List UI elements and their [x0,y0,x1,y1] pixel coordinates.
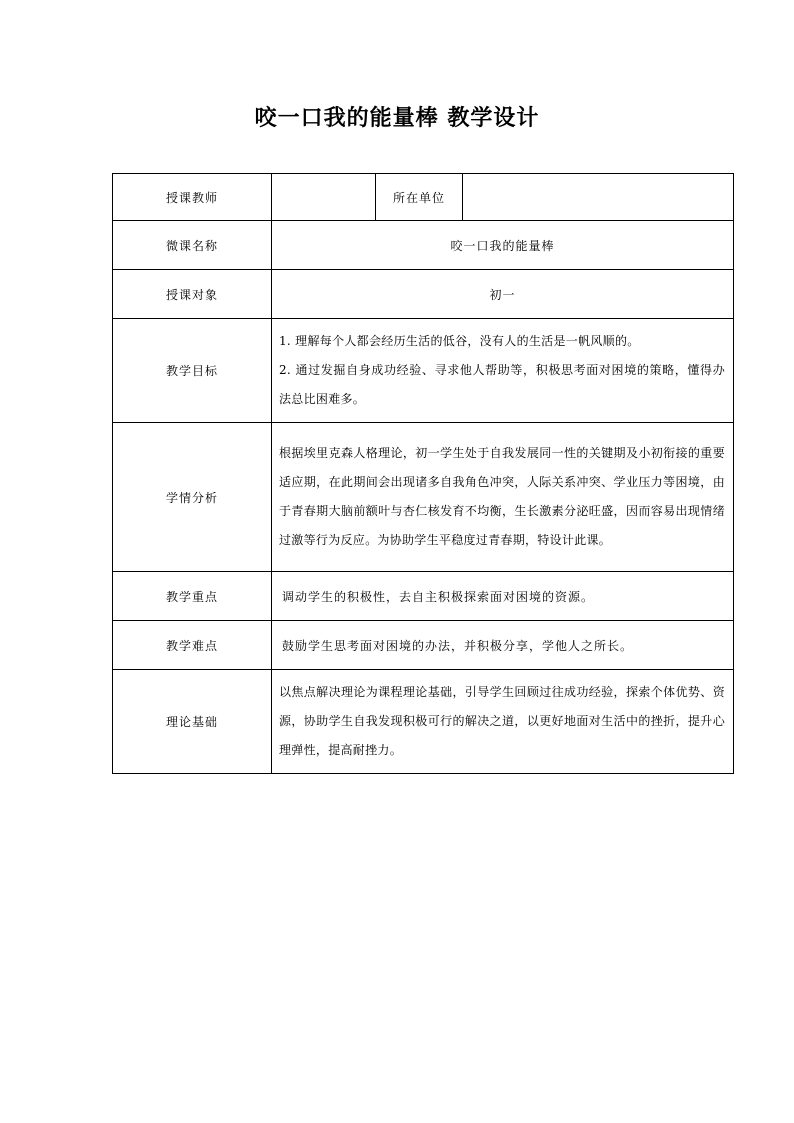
row-teacher [113,174,734,221]
key-points-value: 调动学生的积极性，去自主积极探索面对困境的资源。 [272,572,734,621]
key-points-label: 教学重点 [113,572,272,621]
difficulties-label: 教学难点 [113,621,272,670]
row-theory [113,670,734,774]
unit-value [463,174,734,221]
document-title: 咬一口我的能量棒 教学设计 [254,106,540,131]
course-name-label: 微课名称 [113,221,272,270]
analysis-value: 根据埃里克森人格理论，初一学生处于自我发展同一性的关键期及小初衔接的重要适应期，在此期间会出现诸多自我角色冲突，人际关系冲突、学业压力等困境，由于青春期大脑前额叶与杏仁核发育不均衡，生长激素分泌旺盛，因而容易出现情绪过激等行为反应。为协助学生平稳度过青春期，特设计此课。 [272,423,734,572]
row-analysis [113,423,734,572]
row-difficulties [113,621,734,670]
theory-value: 以焦点解决理论为课程理论基础，引导学生回顾过往成功经验，探索个体优势、资源，协助学生自我发现积极可行的解决之道，以更好地面对生活中的挫折，提升心理弹性，提高耐挫力。 [272,670,734,774]
audience-label: 授课对象 [113,270,272,319]
teacher-value [272,174,376,221]
row-key-points [113,572,734,621]
teacher-label: 授课教师 [113,174,272,221]
objective-item: 1. 理解每个人都会经历生活的低谷，没有人的生活是一帆风顺的。 [279,334,640,348]
theory-label: 理论基础 [113,670,272,774]
objectives-label: 教学目标 [113,319,272,423]
objectives-value [272,319,734,423]
lesson-plan-table [112,173,734,774]
audience-value: 初一 [272,270,734,319]
unit-label: 所在单位 [376,174,463,221]
row-audience [113,270,734,319]
difficulties-value: 鼓励学生思考面对困境的办法，并积极分享，学他人之所长。 [272,621,734,670]
objective-item: 2. 通过发掘自身成功经验、寻求他人帮助等，积极思考面对困境的策略，懂得办法总比困难多。 [279,363,725,406]
course-name-value: 咬一口我的能量棒 [272,221,734,270]
row-objectives [113,319,734,423]
analysis-label: 学情分析 [113,423,272,572]
row-course-name [113,221,734,270]
